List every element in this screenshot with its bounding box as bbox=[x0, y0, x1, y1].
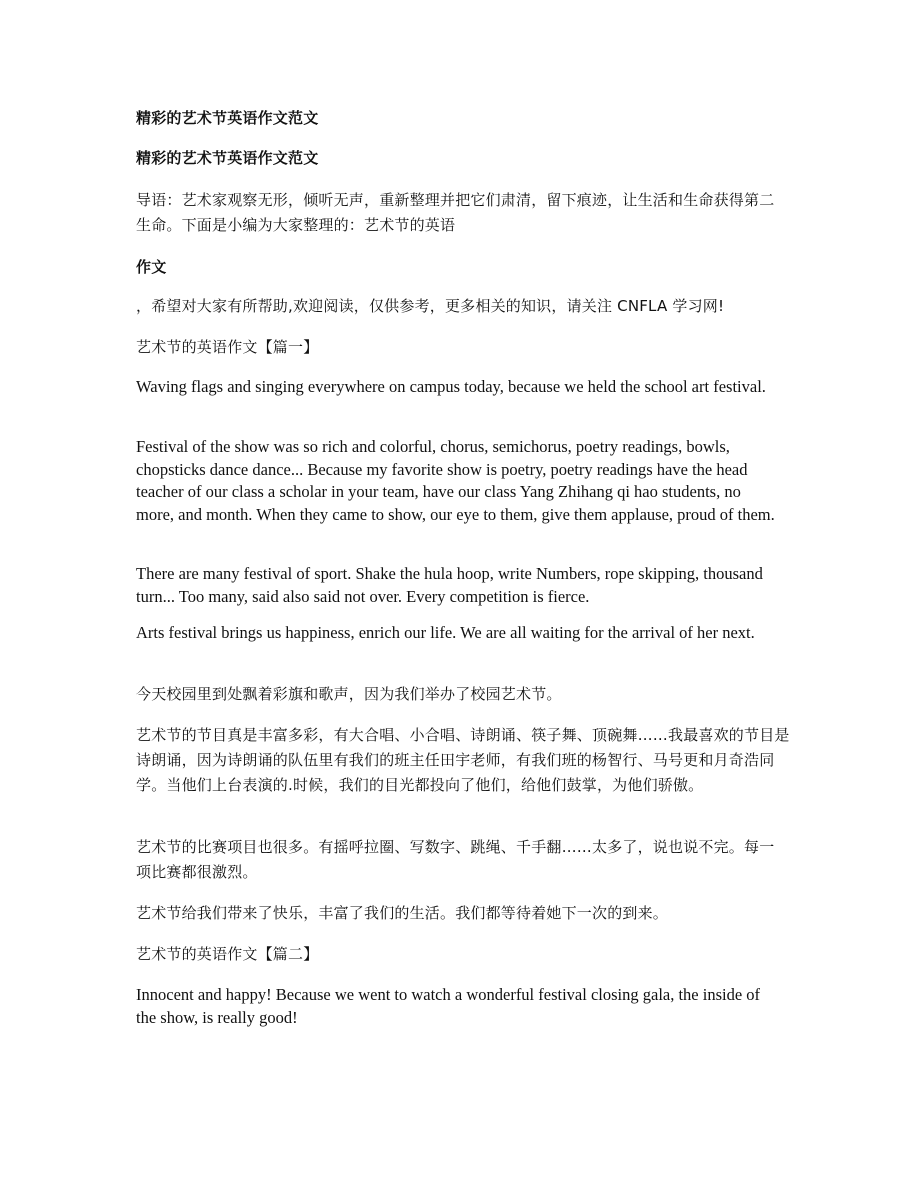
cn-paragraph-1: 今天校园里到处飘着彩旗和歌声，因为我们举办了校园艺术节。 bbox=[136, 685, 562, 703]
intro-tail: ，希望对大家有所帮助,欢迎阅读，仅供参考，更多相关的知识，请关注 CNFLA 学习网! bbox=[136, 297, 725, 315]
cn-paragraph-3: 艺术节的比赛项目也很多。有摇呼拉圈、写数字、跳绳、千手翻……太多了，说也说不完。每一项比赛都很激烈。 bbox=[136, 838, 775, 881]
en-paragraph-3: There are many festival of sport. Shake the hula hoop, write Numbers, rope skipping, thousand turn... Too many, said also said not over. Every competition is fierce. bbox=[136, 564, 763, 606]
en-paragraph-4: Arts festival brings us happiness, enrich our life. We are all waiting for the arrival of her next. bbox=[136, 623, 755, 642]
document-title: 精彩的艺术节英语作文范文 bbox=[136, 109, 319, 127]
section-1-heading: 艺术节的英语作文【篇一】 bbox=[136, 338, 319, 356]
document-subtitle: 精彩的艺术节英语作文范文 bbox=[136, 149, 319, 167]
cn-paragraph-4: 艺术节给我们带来了快乐，丰富了我们的生活。我们都等待着她下一次的到来。 bbox=[136, 904, 669, 922]
cn-paragraph-2: 艺术节的节目真是丰富多彩，有大合唱、小合唱、诗朗诵、筷子舞、顶碗舞……我最喜欢的节目是诗朗诵，因为诗朗诵的队伍里有我们的班主任田宇老师，有我们班的杨智行、马号更和月奇浩同学。当他们上台表演的.时候，我们的目光都投向了他们，给他们鼓掌，为他们骄傲。 bbox=[136, 726, 790, 794]
section-2-heading: 艺术节的英语作文【篇二】 bbox=[136, 945, 319, 963]
en-paragraph-5: Innocent and happy! Because we went to watch a wonderful festival closing gala, the inside of the show, is really good! bbox=[136, 985, 761, 1027]
intro-continuation: 作文 bbox=[136, 258, 167, 276]
intro-paragraph: 导语：艺术家观察无形，倾听无声，重新整理并把它们肃清，留下痕迹，让生活和生命获得第二生命。下面是小编为大家整理的：艺术节的英语 bbox=[136, 191, 775, 234]
en-paragraph-1: Waving flags and singing everywhere on campus today, because we held the school art festival. bbox=[136, 377, 766, 396]
en-paragraph-2: Festival of the show was so rich and colorful, chorus, semichorus, poetry readings, bowls, chopsticks dance dance... Because my favorite show is poetry, poetry readings have the head teacher of our class a scholar in your team, have our class Yang Zhihang qi hao students, no more, and month. When they came to show, our eye to them, give them applause, proud of them. bbox=[136, 437, 775, 524]
